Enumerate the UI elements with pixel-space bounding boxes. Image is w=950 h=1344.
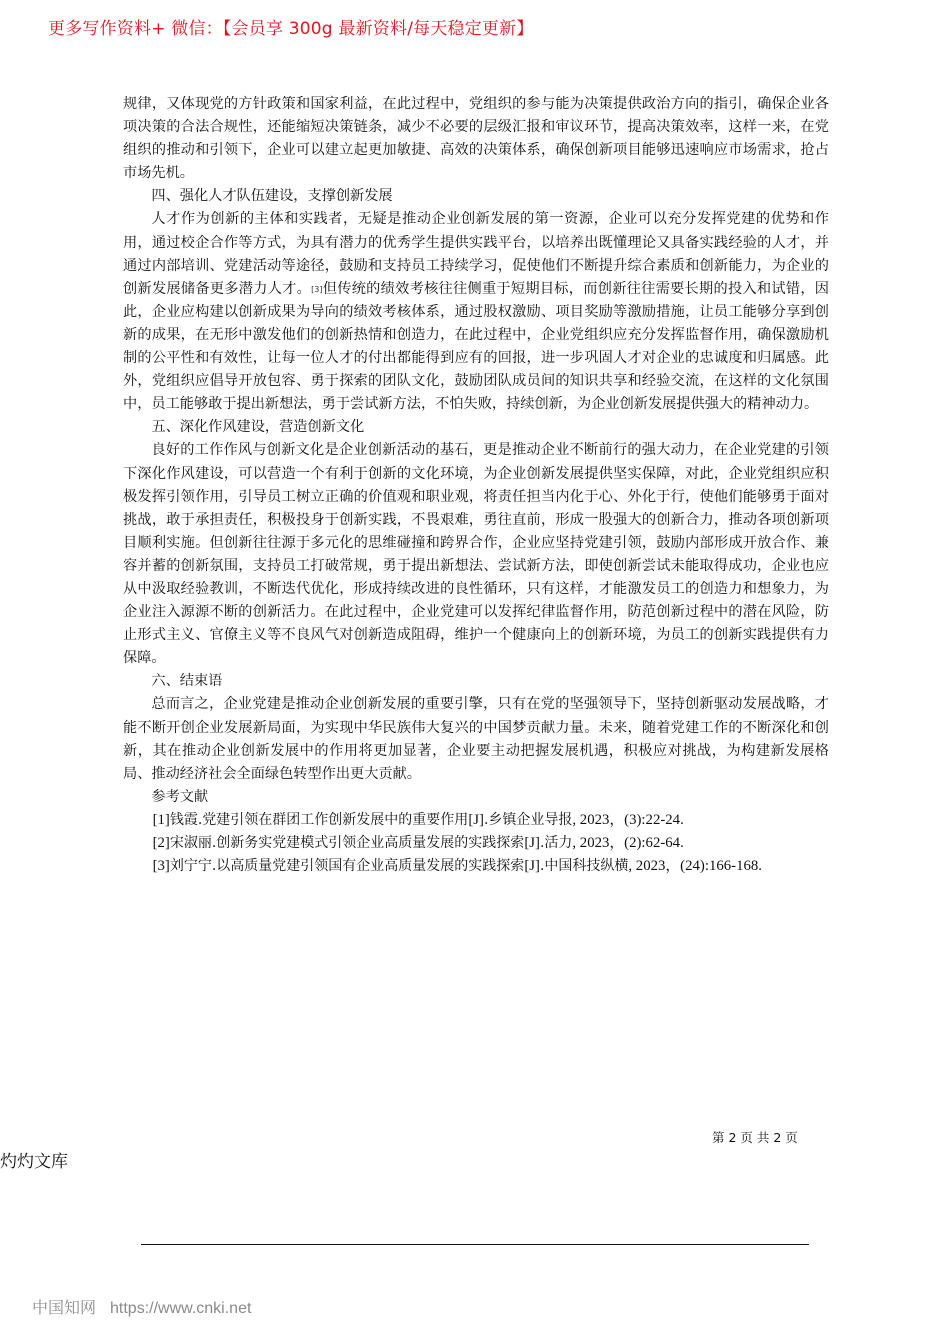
reference-item-2 (123, 832, 829, 855)
page-number: 第 2 页 共 2 页 (712, 1130, 798, 1145)
reference-title: 钱霞.党建引领在群团工作创新发展中的重要作用 (169, 811, 469, 828)
footer-divider (141, 1244, 809, 1245)
citation-link[interactable]: [3] (311, 284, 323, 294)
library-watermark: 灼灼文库 (0, 1152, 68, 1172)
reference-type: [J] (524, 858, 540, 875)
section-heading-6: 六、结束语 (151, 673, 223, 690)
article-body (123, 93, 829, 878)
reference-details: , 2023，(3):22-24. (572, 811, 684, 828)
source-url-link[interactable]: https://www.cnki.net (110, 1300, 252, 1317)
section-heading-5: 五、深化作风建设，营造创新文化 (151, 419, 365, 436)
reference-number: [1] (152, 811, 170, 828)
continued-paragraph: 规律，又体现党的方针政策和国家利益，在此过程中，党组织的参与能为决策提供政治方向的指引，确保企业各项决策的合法合规性，还能缩短决策链条，减少不必要的层级汇报和审议环节，提高决策效率，这样一来，在党组织的推动和引领下，企业可以建立起更加敏捷、高效的决策体系，确保创新项目能够迅速响应市场需求，抢占市场先机。 (123, 96, 829, 182)
reference-journal: .乡镇企业导报 (483, 811, 573, 828)
source-name: 中国知网 (32, 1298, 97, 1317)
section-4-text-a: 人才作为创新的主体和实践者，无疑是推动企业创新发展的第一资源，企业可以充分发挥党建的优势和作用，通过校企合作等方式，为具有潜力的优秀学生提供实践平台，以培养出既懂理论又具备实践经验的人才，并通过内部培训、党建活动等途径，鼓励和支持员工持续学习，促使他们不断提升综合素质和创新能力，为企业的创新发展储备更多潜力人才。 (123, 211, 829, 297)
reference-number: [3] (152, 858, 170, 875)
reference-journal: .活力 (539, 835, 573, 851)
section-4-paragraph (123, 208, 829, 416)
references-heading: 参考文献 (151, 788, 209, 805)
reference-item-3 (123, 855, 829, 878)
reference-number: [2] (152, 835, 170, 851)
reference-type: [J] (468, 811, 484, 828)
reference-item-1 (123, 809, 829, 832)
reference-details: , 2023，(24):166-168. (628, 858, 762, 875)
reference-details: , 2023，(2):62-64. (572, 835, 684, 851)
section-5-paragraph: 良好的工作作风与创新文化是企业创新活动的基石，更是推动企业不断前行的强大动力，在企业党建的引领下深化作风建设，可以营造一个有利于创新的文化环境，为企业创新发展提供坚实保障，对此，企业党组织应积极发挥引领作用，引导员工树立正确的价值观和职业观，将责任担当内化于心、外化于行，使他们能够勇于面对挑战，敢于承担责任，积极投身于创新实践，不畏艰难，勇往直前，形成一股强大的创新合力，推动各项创新项目顺利实施。但创新往往源于多元化的思维碰撞和跨界合作，企业应坚持党建引领，鼓励内部形成开放合作、兼容并蓄的创新氛围，支持员工打破常规，勇于提出新想法、尝试新方法，即使创新尝试未能取得成功，企业也应从中汲取经验教训，不断迭代优化，形成持续改进的良性循环，只有这样，才能激发员工的创造力和想象力，为企业注入源源不断的创新活力。在此过程中，企业党建可以发挥纪律监督作用，防范创新过程中的潜在风险，防止形式主义、官僚主义等不良风气对创新造成阻碍，维护一个健康向上的创新环境，为员工的创新实践提供有力保障。 (123, 442, 829, 667)
promo-banner: 更多写作资料+ 微信：【会员享 300g 最新资料/每天稳定更新】 (48, 19, 534, 39)
reference-title: 刘宁宁.以高质量党建引领国有企业高质量发展的实践探索 (169, 858, 525, 875)
source-footer (32, 1295, 251, 1318)
reference-type: [J] (524, 835, 540, 851)
reference-title: 宋淑丽.创新务实党建模式引领企业高质量发展的实践探索 (169, 835, 525, 851)
section-4-text-b: 但传统的绩效考核往往侧重于短期目标，而创新往往需要长期的投入和试错，因此，企业应构建以创新成果为导向的绩效考核体系，通过股权激励、项目奖励等激励措施，让员工能够分享到创新的成果，在无形中激发他们的创新热情和创造力，在此过程中，企业党组织应充分发挥监督作用，确保激励机制的公平性和有效性，让每一位人才的付出都能得到应有的回报，进一步巩固人才对企业的忠诚度和归属感。此外，党组织应倡导开放包容、勇于探索的团队文化，鼓励团队成员间的知识共享和经验交流，在这样的文化氛围中，员工能够敢于提出新想法，勇于尝试新方法，不怕失败，持续创新，为企业创新发展提供强大的精神动力。 (123, 280, 829, 413)
reference-journal: .中国科技纵横 (539, 858, 629, 875)
section-6-paragraph: 总而言之，企业党建是推动企业创新发展的重要引擎，只有在党的坚强领导下，坚持创新驱动发展战略，才能不断开创企业发展新局面，为实现中华民族伟大复兴的中国梦贡献力量。未来，随着党建工作的不断深化和创新，其在推动企业创新发展中的作用将更加显著，企业要主动把握发展机遇，积极应对挑战，为构建新发展格局、推动经济社会全面绿色转型作出更大贡献。 (123, 696, 829, 782)
section-heading-4: 四、强化人才队伍建设，支撑创新发展 (151, 188, 393, 205)
